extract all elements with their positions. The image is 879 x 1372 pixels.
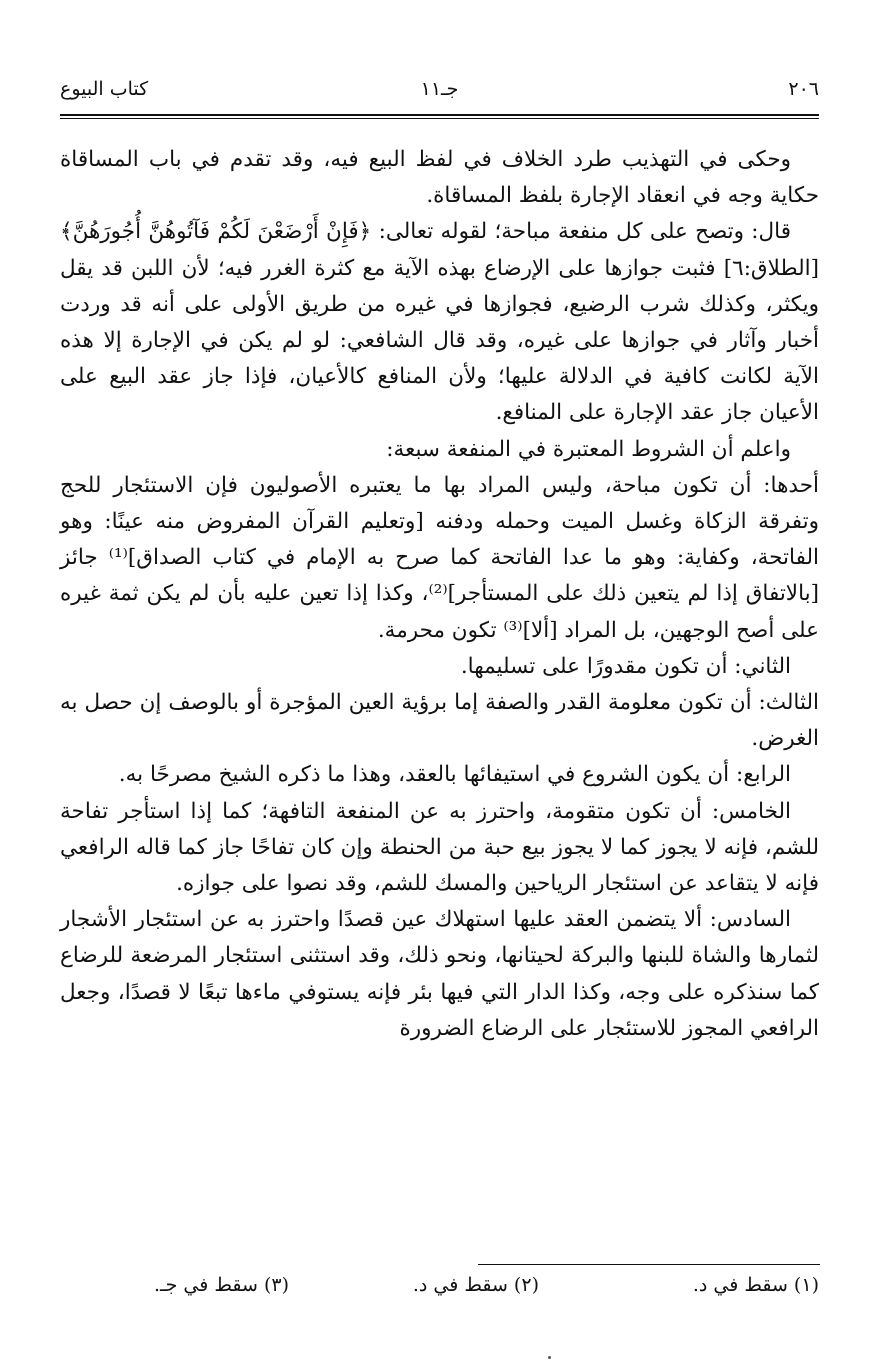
paragraph-6: الثالث: أن تكون معلومة القدر والصفة إما برؤية العين المؤجرة أو بالوصف إن حصل به الغرض. [60, 690, 819, 752]
main-text [60, 142, 819, 1047]
footnote-3: (٣) سقط في جـ. [153, 1274, 289, 1296]
volume-label: جـ١١ [420, 78, 459, 100]
header-rule-thin [60, 118, 819, 119]
footnote-separator [478, 1264, 820, 1265]
book-title: كتاب البيوع [60, 78, 149, 100]
paragraph-1: وحكى في التهذيب طرد الخلاف في لفظ البيع فيه، وقد تقدم في باب المساقاة حكاية وجه في انعقاد الإجارة بلفظ المساقاة. [60, 147, 819, 209]
page-number: ٢٠٦ [788, 78, 819, 100]
paragraph-3: واعلم أن الشروط المعتبرة في المنفعة سبعة: [386, 436, 791, 462]
footnotes [60, 1274, 819, 1304]
paragraph-8: الخامس: أن تكون متقومة، واحترز به عن المنفعة التافهة؛ كما إذا استأجر تفاحة للشم، فإنه لا يجوز كما لا يجوز بيع حبة من الحنطة وإن كان تفاحًا جاز كما قاله الرافعي فإنه لا يتقاعد عن استئجار الرياحين والمسك للشم، وقد نصوا على جوازه. [60, 798, 819, 897]
header-rule-thick [60, 114, 819, 116]
print-speck [548, 1356, 551, 1359]
paragraph-7: الرابع: أن يكون الشروع في استيفائها بالعقد، وهذا ما ذكره الشيخ مصرحًا به. [118, 762, 791, 788]
paragraph-2: قال: وتصح على كل منفعة مباحة؛ لقوله تعالى: ﴿فَإِنْ أَرْضَعْنَ لَكُمْ فَآتُوهُنَّ أُجُورَهُنَّ﴾ [الطلاق:٦] فثبت جوازها على الإرضاع بهذه الآية مع كثرة الغرر فيه؛ لأن اللبن قد يقل ويكثر، وكذلك شرب الرضيع، فجوازها في غيره من طريق الأولى على أنه قد وردت أخبار وآثار في جوازها على غيره، وقد قال الشافعي: لو لم يكن في الإجارة إلا هذه الآية لكانت كافية في الدلالة عليها؛ ولأن المنافع كالأعيان، فإذا جاز عقد البيع على الأعيان جاز عقد الإجارة على المنافع. [60, 219, 819, 426]
footnote-2: (٢) سقط في د. [412, 1274, 539, 1296]
paragraph-9: السادس: ألا يتضمن العقد عليها استهلاك عين قصدًا واحترز به عن استئجار الأشجار لثمارها والشاة للبنها والبركة لحيتانها، ونحو ذلك، وقد استثنى استئجار المرضعة للرضاع كما سنذكره على وجه، وكذا الدار التي فيها بئر فإنه يستوفي ماءها تبعًا لا قصدًا، وجعل الرافعي المجوز للاستئجار على الرضاع الضرورة [60, 907, 819, 1041]
footnote-1: (١) سقط في د. [692, 1274, 819, 1296]
paragraph-4: أحدها: أن تكون مباحة، وليس المراد بها ما يعتبره الأصوليون فإن الاستئجار للحج وتفرقة الزكاة وغسل الميت وحمله ودفنه [وتعليم القرآن المفروض منه عينًا: وهو الفاتحة، وكفاية: وهو ما عدا الفاتحة كما صرح به الإمام في كتاب الصداق]⁽¹⁾ جائز [بالاتفاق إذا لم يتعين ذلك على المستأجر]⁽²⁾، وكذا إذا تعين عليه بأن لم يكن ثمة غيره على أصح الوجهين، بل المراد [ألا]⁽³⁾ تكون محرمة. [60, 472, 819, 643]
paragraph-5: الثاني: أن تكون مقدورًا على تسليمها. [460, 653, 791, 679]
page-header [60, 78, 819, 110]
